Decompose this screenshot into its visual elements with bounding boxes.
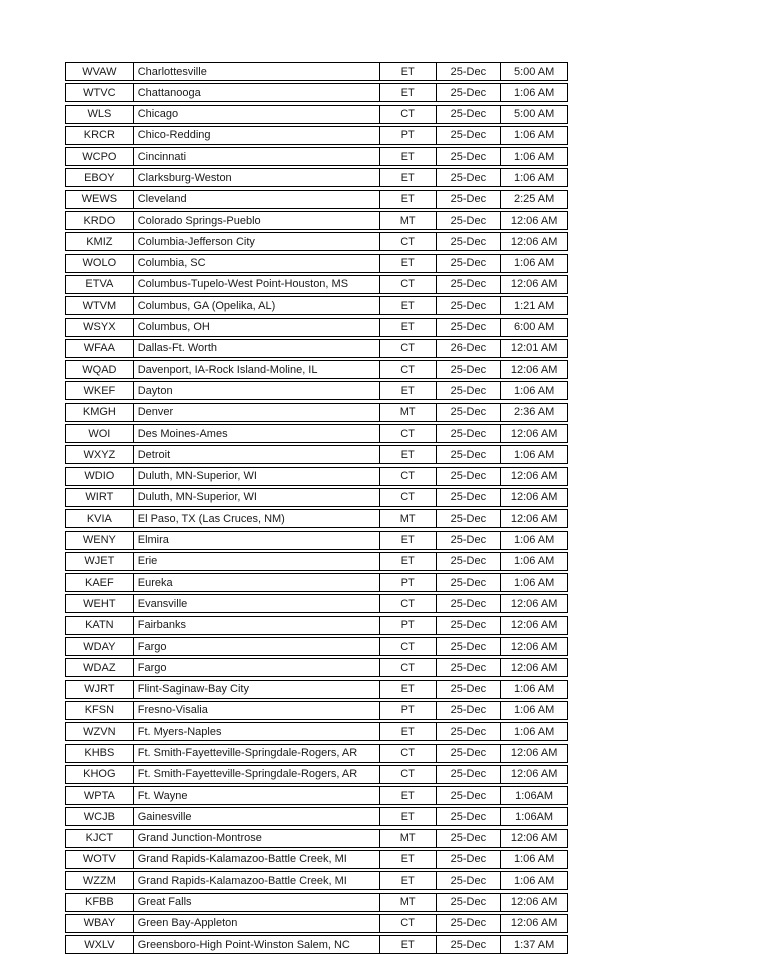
time-cell: 2:36 AM [513,406,555,419]
date-cell: 25-Dec [437,382,502,399]
station-callsign-cell: WCPO [66,148,134,165]
timezone-cell: MT [380,830,437,847]
market-cell: Chattanooga [134,84,380,101]
time-cell: 12:06 AM [510,917,558,930]
station-callsign-cell: WKEF [66,382,134,399]
date-cell: 25-Dec [437,468,502,485]
table-row [65,658,568,677]
market-cell: Greensboro-High Point-Winston Salem, NC [134,936,380,953]
time-cell: 12:01 AM [510,342,558,355]
time-cell: 1:06AM [515,810,554,823]
station-callsign-cell: KFBB [66,894,134,911]
timezone-cell: ET [380,532,437,549]
time-cell: 1:06 AM [513,86,555,99]
station-callsign-cell: WOLO [66,255,134,272]
date-cell: 25-Dec [437,446,502,463]
date-cell: 25-Dec [437,361,502,378]
market-cell: Duluth, MN-Superior, WI [134,468,380,485]
table-row [65,637,568,656]
market-cell: El Paso, TX (Las Cruces, NM) [134,510,380,527]
date-cell: 25-Dec [437,212,502,229]
time-cell: 12:06 AM [510,661,558,674]
table-row [65,339,568,358]
date-cell: 25-Dec [437,319,502,336]
date-cell: 25-Dec [437,851,502,868]
date-cell: 25-Dec [437,745,502,762]
market-cell: Evansville [134,595,380,612]
table-row [65,509,568,528]
time-cell: 2:25 AM [513,193,555,206]
time-cell: 1:06 AM [513,129,555,142]
market-cell: Fresno-Visalia [134,702,380,719]
timezone-cell: CT [380,106,437,123]
time-cell: 1:06 AM [513,874,555,887]
station-callsign-cell: WZVN [66,723,134,740]
market-cell: Clarksburg-Weston [134,169,380,186]
table-row [65,275,568,294]
timezone-cell: ET [380,382,437,399]
table-row [65,211,568,230]
market-cell: Fargo [134,638,380,655]
time-cell: 1:06 AM [513,384,555,397]
table-row [65,62,568,81]
table-row [65,871,568,890]
table-row [65,701,568,720]
time-cell: 1:06 AM [513,704,555,717]
station-callsign-cell: WZZM [66,872,134,889]
time-cell: 1:06AM [515,789,554,802]
market-cell: Chicago [134,106,380,123]
time-cell: 12:06 AM [510,640,558,653]
time-cell: 12:06 AM [510,491,558,504]
station-callsign-cell: WTVM [66,297,134,314]
date-cell: 25-Dec [437,936,502,953]
station-callsign-cell: WDIO [66,468,134,485]
table-row [65,807,568,826]
table-row [65,616,568,635]
station-callsign-cell: WLS [66,106,134,123]
market-cell: Charlottesville [134,63,380,80]
table-row [65,488,568,507]
table-row [65,147,568,166]
market-cell: Dayton [134,382,380,399]
station-callsign-cell: WOI [66,425,134,442]
table-row [65,105,568,124]
station-callsign-cell: KFSN [66,702,134,719]
market-cell: Detroit [134,446,380,463]
market-cell: Ft. Myers-Naples [134,723,380,740]
time-cell: 1:06 AM [513,171,555,184]
date-cell: 25-Dec [437,617,502,634]
date-cell: 25-Dec [437,872,502,889]
station-callsign-cell: WDAY [66,638,134,655]
station-callsign-cell: EBOY [66,169,134,186]
table-row [65,914,568,933]
table-row [65,850,568,869]
station-callsign-cell: WVAW [66,63,134,80]
table-row [65,594,568,613]
date-cell: 25-Dec [437,84,502,101]
time-cell: 1:06 AM [513,555,555,568]
date-cell: 25-Dec [437,404,502,421]
table-row [65,232,568,251]
timezone-cell: ET [380,319,437,336]
station-callsign-cell: WFAA [66,340,134,357]
date-cell: 25-Dec [437,830,502,847]
timezone-cell: ET [380,553,437,570]
time-cell: 12:06 AM [510,896,558,909]
table-row [65,765,568,784]
time-cell: 5:00 AM [513,108,555,121]
date-cell: 25-Dec [437,233,502,250]
timezone-cell: MT [380,212,437,229]
station-callsign-cell: WOTV [66,851,134,868]
date-cell: 25-Dec [437,276,502,293]
date-cell: 25-Dec [437,148,502,165]
date-cell: 25-Dec [437,553,502,570]
date-cell: 25-Dec [437,787,502,804]
time-cell: 1:06 AM [513,725,555,738]
time-cell: 12:06 AM [510,363,558,376]
table-row [65,722,568,741]
station-callsign-cell: KJCT [66,830,134,847]
table-row [65,467,568,486]
table-row [65,360,568,379]
market-cell: Chico-Redding [134,127,380,144]
timezone-cell: ET [380,169,437,186]
timezone-cell: ET [380,63,437,80]
date-cell: 25-Dec [437,766,502,783]
market-cell: Fargo [134,659,380,676]
table-row [65,403,568,422]
station-callsign-cell: WIRT [66,489,134,506]
station-callsign-cell: WQAD [66,361,134,378]
timezone-cell: CT [380,276,437,293]
date-cell: 25-Dec [437,255,502,272]
timezone-cell: ET [380,84,437,101]
timezone-cell: CT [380,340,437,357]
timezone-cell: CT [380,638,437,655]
time-cell: 1:06 AM [513,257,555,270]
table-row [65,126,568,145]
station-schedule-table [65,62,568,954]
timezone-cell: CT [380,595,437,612]
station-callsign-cell: WTVC [66,84,134,101]
timezone-cell: ET [380,297,437,314]
date-cell: 25-Dec [437,915,502,932]
station-callsign-cell: KAEF [66,574,134,591]
station-callsign-cell: KHBS [66,745,134,762]
timezone-cell: MT [380,404,437,421]
time-cell: 12:06 AM [510,470,558,483]
market-cell: Colorado Springs-Pueblo [134,212,380,229]
time-cell: 1:06 AM [513,534,555,547]
time-cell: 12:06 AM [510,512,558,525]
date-cell: 25-Dec [437,702,502,719]
table-row [65,296,568,315]
date-cell: 25-Dec [437,894,502,911]
station-callsign-cell: KRCR [66,127,134,144]
time-cell: 1:06 AM [513,576,555,589]
date-cell: 25-Dec [437,169,502,186]
table-row [65,531,568,550]
timezone-cell: ET [380,446,437,463]
time-cell: 12:06 AM [510,832,558,845]
time-cell: 1:21 AM [513,299,555,312]
market-cell: Columbus, GA (Opelika, AL) [134,297,380,314]
table-row [65,829,568,848]
market-cell: Erie [134,553,380,570]
market-cell: Cleveland [134,191,380,208]
table-row [65,893,568,912]
timezone-cell: PT [380,574,437,591]
timezone-cell: ET [380,808,437,825]
table-row [65,445,568,464]
station-callsign-cell: WJET [66,553,134,570]
station-callsign-cell: WPTA [66,787,134,804]
timezone-cell: CT [380,425,437,442]
time-cell: 1:06 AM [513,853,555,866]
market-cell: Ft. Smith-Fayetteville-Springdale-Rogers, AR [134,766,380,783]
market-cell: Fairbanks [134,617,380,634]
market-cell: Green Bay-Appleton [134,915,380,932]
timezone-cell: ET [380,872,437,889]
time-cell: 1:06 AM [513,150,555,163]
market-cell: Great Falls [134,894,380,911]
time-cell: 12:06 AM [510,214,558,227]
time-cell: 1:06 AM [513,448,555,461]
market-cell: Grand Rapids-Kalamazoo-Battle Creek, MI [134,851,380,868]
date-cell: 25-Dec [437,297,502,314]
station-callsign-cell: WENY [66,532,134,549]
date-cell: 25-Dec [437,510,502,527]
station-callsign-cell: KATN [66,617,134,634]
timezone-cell: ET [380,191,437,208]
date-cell: 25-Dec [437,63,502,80]
table-row [65,573,568,592]
timezone-cell: ET [380,255,437,272]
station-callsign-cell: WCJB [66,808,134,825]
timezone-cell: CT [380,361,437,378]
date-cell: 25-Dec [437,659,502,676]
market-cell: Dallas-Ft. Worth [134,340,380,357]
time-cell: 12:06 AM [510,768,558,781]
time-cell: 12:06 AM [510,747,558,759]
station-callsign-cell: KVIA [66,510,134,527]
market-cell: Flint-Saginaw-Bay City [134,681,380,698]
date-cell: 25-Dec [437,425,502,442]
market-cell: Grand Junction-Montrose [134,830,380,847]
date-cell: 25-Dec [437,191,502,208]
station-callsign-cell: WBAY [66,915,134,932]
market-cell: Columbia, SC [134,255,380,272]
date-cell: 25-Dec [437,808,502,825]
timezone-cell: ET [380,936,437,953]
station-callsign-cell: WEWS [66,191,134,208]
timezone-cell: MT [380,894,437,911]
date-cell: 25-Dec [437,681,502,698]
time-cell: 12:06 AM [510,235,558,248]
market-cell: Columbus, OH [134,319,380,336]
table-row [65,168,568,187]
time-cell: 6:00 AM [513,321,555,334]
market-cell: Des Moines-Ames [134,425,380,442]
time-cell: 1:06 AM [513,683,555,696]
market-cell: Ft. Wayne [134,787,380,804]
table-row [65,680,568,699]
date-cell: 25-Dec [437,638,502,655]
market-cell: Davenport, IA-Rock Island-Moline, IL [134,361,380,378]
date-cell: 25-Dec [437,106,502,123]
timezone-cell: PT [380,127,437,144]
table-row [65,744,568,763]
timezone-cell: CT [380,766,437,783]
table-row [65,381,568,400]
station-callsign-cell: KRDO [66,212,134,229]
table-row [65,254,568,273]
table-row [65,786,568,805]
time-cell: 12:06 AM [510,427,558,440]
station-callsign-cell: WEHT [66,595,134,612]
station-callsign-cell: KHOG [66,766,134,783]
time-cell: 12:06 AM [510,597,558,610]
timezone-cell: ET [380,787,437,804]
station-callsign-cell: WXYZ [66,446,134,463]
date-cell: 25-Dec [437,489,502,506]
time-cell: 1:37 AM [513,938,555,951]
table-row [65,190,568,209]
market-cell: Ft. Smith-Fayetteville-Springdale-Rogers, AR [134,745,380,762]
station-callsign-cell: WSYX [66,319,134,336]
station-callsign-cell: KMIZ [66,233,134,250]
time-cell: 5:00 AM [513,65,555,78]
time-cell: 12:06 AM [510,278,558,291]
timezone-cell: CT [380,489,437,506]
table-row [65,552,568,571]
timezone-cell: ET [380,851,437,868]
market-cell: Duluth, MN-Superior, WI [134,489,380,506]
table-row [65,424,568,443]
timezone-cell: CT [380,468,437,485]
market-cell: Cincinnati [134,148,380,165]
station-callsign-cell: WJRT [66,681,134,698]
station-callsign-cell: KMGH [66,404,134,421]
station-callsign-cell: ETVA [66,276,134,293]
timezone-cell: CT [380,745,437,762]
date-cell: 26-Dec [437,340,502,357]
timezone-cell: CT [380,659,437,676]
timezone-cell: ET [380,148,437,165]
market-cell: Gainesville [134,808,380,825]
date-cell: 25-Dec [437,595,502,612]
time-cell: 12:06 AM [510,619,558,632]
station-callsign-cell: WDAZ [66,659,134,676]
date-cell: 25-Dec [437,574,502,591]
date-cell: 25-Dec [437,723,502,740]
market-cell: Elmira [134,532,380,549]
timezone-cell: CT [380,233,437,250]
table-row [65,83,568,102]
timezone-cell: PT [380,702,437,719]
timezone-cell: MT [380,510,437,527]
market-cell: Eureka [134,574,380,591]
timezone-cell: ET [380,681,437,698]
table-row [65,318,568,337]
station-callsign-cell: WXLV [66,936,134,953]
date-cell: 25-Dec [437,532,502,549]
market-cell: Columbia-Jefferson City [134,233,380,250]
market-cell: Columbus-Tupelo-West Point-Houston, MS [134,276,380,293]
date-cell: 25-Dec [437,127,502,144]
table-row [65,935,568,954]
timezone-cell: ET [380,723,437,740]
timezone-cell: PT [380,617,437,634]
market-cell: Grand Rapids-Kalamazoo-Battle Creek, MI [134,872,380,889]
market-cell: Denver [134,404,380,421]
timezone-cell: CT [380,915,437,932]
